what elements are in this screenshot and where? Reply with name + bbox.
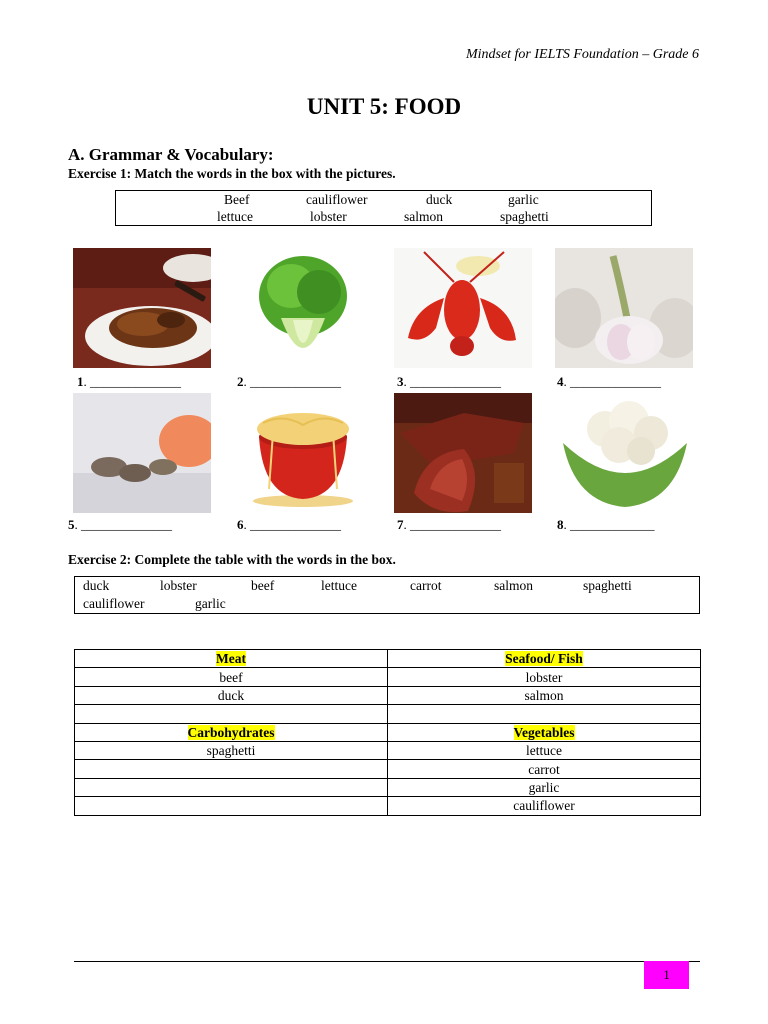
answer-blank-6[interactable]: 6. ______________ — [237, 517, 341, 532]
word-box-word: duck — [426, 192, 453, 207]
answer-blank-8[interactable]: 8. _____________ — [557, 517, 655, 532]
word-box-word: garlic — [195, 596, 226, 611]
answer-blank-4[interactable]: 4. ______________ — [557, 374, 661, 389]
word-box-word: carrot — [410, 578, 442, 593]
table-cell: spaghetti — [75, 741, 388, 759]
table-header-meat: Meat — [216, 651, 246, 667]
word-box-word: cauliflower — [306, 192, 368, 207]
table-cell: carrot — [388, 760, 701, 778]
word-box-word: lobster — [160, 578, 197, 593]
table-row — [75, 741, 701, 759]
word-box-word: salmon — [404, 209, 443, 224]
category-table — [74, 649, 701, 816]
table-row — [75, 705, 701, 723]
page-title: UNIT 5: FOOD — [306, 94, 462, 119]
table-row — [75, 760, 701, 778]
beef-image — [394, 393, 532, 513]
table-cell: cauliflower — [388, 797, 701, 815]
table-cell: beef — [75, 668, 388, 686]
lobster-image — [394, 248, 532, 368]
exercise2-word-box — [74, 576, 700, 614]
word-box-word: salmon — [494, 578, 533, 593]
cauliflower-image — [555, 393, 693, 513]
footer-rule — [74, 961, 700, 962]
table-cell: lettuce — [388, 741, 701, 759]
table-header-row — [75, 723, 701, 741]
table-header-row — [75, 650, 701, 668]
table-cell: garlic — [388, 778, 701, 796]
table-cell: salmon — [388, 686, 701, 704]
word-box-word: duck — [83, 578, 110, 593]
table-cell: duck — [75, 686, 388, 704]
table-header-carbohydrates: Carbohydrates — [187, 724, 275, 740]
word-box-word: lobster — [310, 209, 347, 224]
word-box-word: spaghetti — [500, 209, 549, 224]
answer-blank-5[interactable]: 5. ______________ — [68, 517, 172, 532]
table-header-vegetables: Vegetables — [513, 724, 575, 740]
answer-blank-3[interactable]: 3. ______________ — [397, 374, 501, 389]
exercise1-title: Exercise 1: Match the words in the box with the pictures. — [68, 166, 396, 181]
exercise1-word-box — [115, 190, 652, 226]
header-course: Mindset for IELTS Foundation – Grade 6 — [465, 47, 699, 62]
word-box-word: garlic — [508, 192, 539, 207]
exercise2-title: Exercise 2: Complete the table with the words in the box. — [68, 552, 396, 567]
answer-blank-7[interactable]: 7. ______________ — [397, 517, 501, 532]
table-header-seafood: Seafood/ Fish — [505, 651, 583, 667]
garlic-image — [555, 248, 693, 368]
salmon-image — [73, 393, 211, 513]
answer-blank-2[interactable]: 2. ______________ — [237, 374, 341, 389]
word-box-word: Beef — [224, 192, 250, 207]
word-box-word: cauliflower — [83, 596, 145, 611]
section-title: A. Grammar & Vocabulary: — [68, 145, 274, 164]
table-row — [75, 686, 701, 704]
table-cell[interactable] — [388, 705, 701, 723]
roast-duck-image — [73, 248, 211, 368]
word-box-word: beef — [251, 578, 275, 593]
table-cell[interactable] — [75, 760, 388, 778]
table-cell[interactable] — [75, 797, 388, 815]
page-number-badge: 1 — [644, 961, 689, 989]
table-cell[interactable] — [75, 778, 388, 796]
table-cell: lobster — [388, 668, 701, 686]
lettuce-image — [233, 248, 371, 368]
answer-blank-1[interactable]: 1. ______________ — [77, 374, 181, 389]
spaghetti-image — [233, 393, 371, 513]
word-box-word: spaghetti — [583, 578, 632, 593]
table-row — [75, 778, 701, 796]
word-box-word: lettuce — [217, 209, 253, 224]
table-cell[interactable] — [75, 705, 388, 723]
table-row — [75, 668, 701, 686]
word-box-word: lettuce — [321, 578, 357, 593]
table-row — [75, 797, 701, 815]
